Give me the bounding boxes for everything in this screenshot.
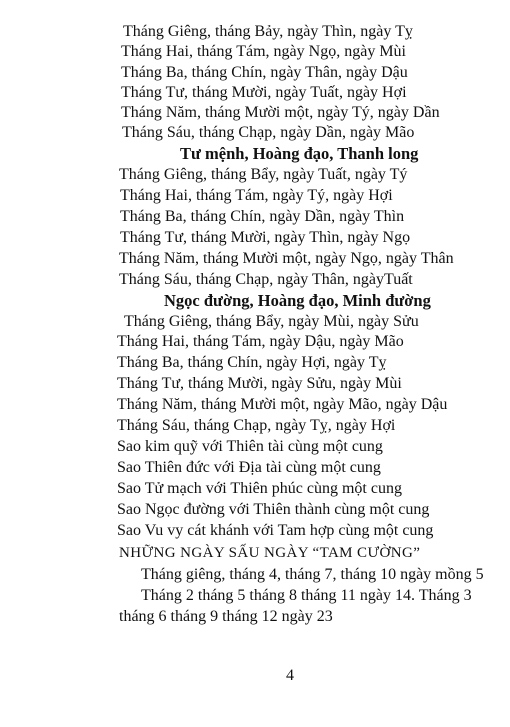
section-heading: Tư mệnh, Hoàng đạo, Thanh long bbox=[180, 144, 419, 163]
text-line: Sao Thiên đức với Địa tài cùng một cung bbox=[117, 459, 381, 476]
text-line: Tháng Giêng, tháng Bẩy, ngày Mùi, ngày Sửu bbox=[124, 313, 419, 330]
text-line: Tháng Hai, tháng Tám, ngày Tý, ngày Hợi bbox=[120, 187, 393, 204]
text-line: tháng 6 tháng 9 tháng 12 ngày 23 bbox=[119, 608, 333, 625]
section-heading: NHỮNG NGÀY SẤU NGÀY “TAM CƯỜNG” bbox=[119, 545, 421, 561]
section-heading: Ngọc đường, Hoàng đạo, Minh đường bbox=[164, 291, 431, 310]
text-line: Tháng Năm, tháng Mười một, ngày Mão, ngày Dậu bbox=[117, 396, 448, 413]
text-line: Tháng Năm, tháng Mười một, ngày Ngọ, ngày Thân bbox=[119, 250, 454, 267]
text-line: Tháng Ba, tháng Chín, ngày Dần, ngày Thìn bbox=[120, 208, 405, 225]
text-line: Tháng Sáu, tháng Chạp, ngày Thân, ngàyTuất bbox=[119, 271, 413, 288]
page-number: 4 bbox=[286, 667, 294, 684]
text-line: Tháng Giêng, tháng Bảy, ngày Thìn, ngày Tỵ bbox=[123, 23, 413, 40]
text-line: Sao Ngọc đường với Thiên thành cùng một cung bbox=[117, 501, 430, 518]
text-line: Tháng Tư, tháng Mười, ngày Tuất, ngày Hợi bbox=[121, 84, 407, 101]
text-line: Tháng Ba, tháng Chín, ngày Hợi, ngày Tỵ bbox=[117, 354, 387, 371]
text-line: Tháng Giêng, tháng Bẩy, ngày Tuất, ngày Tý bbox=[119, 166, 408, 183]
text-line: Tháng Sáu, tháng Chạp, ngày Dần, ngày Mão bbox=[122, 124, 415, 141]
text-line: Tháng giêng, tháng 4, tháng 7, tháng 10 ngày mồng 5 bbox=[141, 566, 484, 583]
text-line: Sao Tử mạch với Thiên phúc cùng một cung bbox=[117, 480, 402, 497]
text-line: Tháng Năm, tháng Mười một, ngày Tý, ngày Dần bbox=[121, 104, 440, 121]
text-line: Sao kim quỹ với Thiên tài cùng một cung bbox=[117, 438, 383, 455]
text-line: Tháng Hai, tháng Tám, ngày Dậu, ngày Mão bbox=[117, 333, 404, 350]
text-line: Tháng Tư, tháng Mười, ngày Thìn, ngày Ngọ bbox=[120, 229, 411, 246]
text-line: Tháng 2 tháng 5 tháng 8 tháng 11 ngày 14. Tháng 3 bbox=[141, 587, 472, 604]
text-line: Tháng Sáu, tháng Chạp, ngày Tỵ, ngày Hợi bbox=[117, 417, 396, 434]
text-line: Tháng Ba, tháng Chín, ngày Thân, ngày Dậu bbox=[121, 64, 408, 81]
text-line: Tháng Tư, tháng Mười, ngày Sửu, ngày Mùi bbox=[117, 375, 402, 392]
text-line: Sao Vu vy cát khánh với Tam hợp cùng một cung bbox=[117, 522, 434, 539]
text-line: Tháng Hai, tháng Tám, ngày Ngọ, ngày Mùi bbox=[121, 43, 406, 60]
